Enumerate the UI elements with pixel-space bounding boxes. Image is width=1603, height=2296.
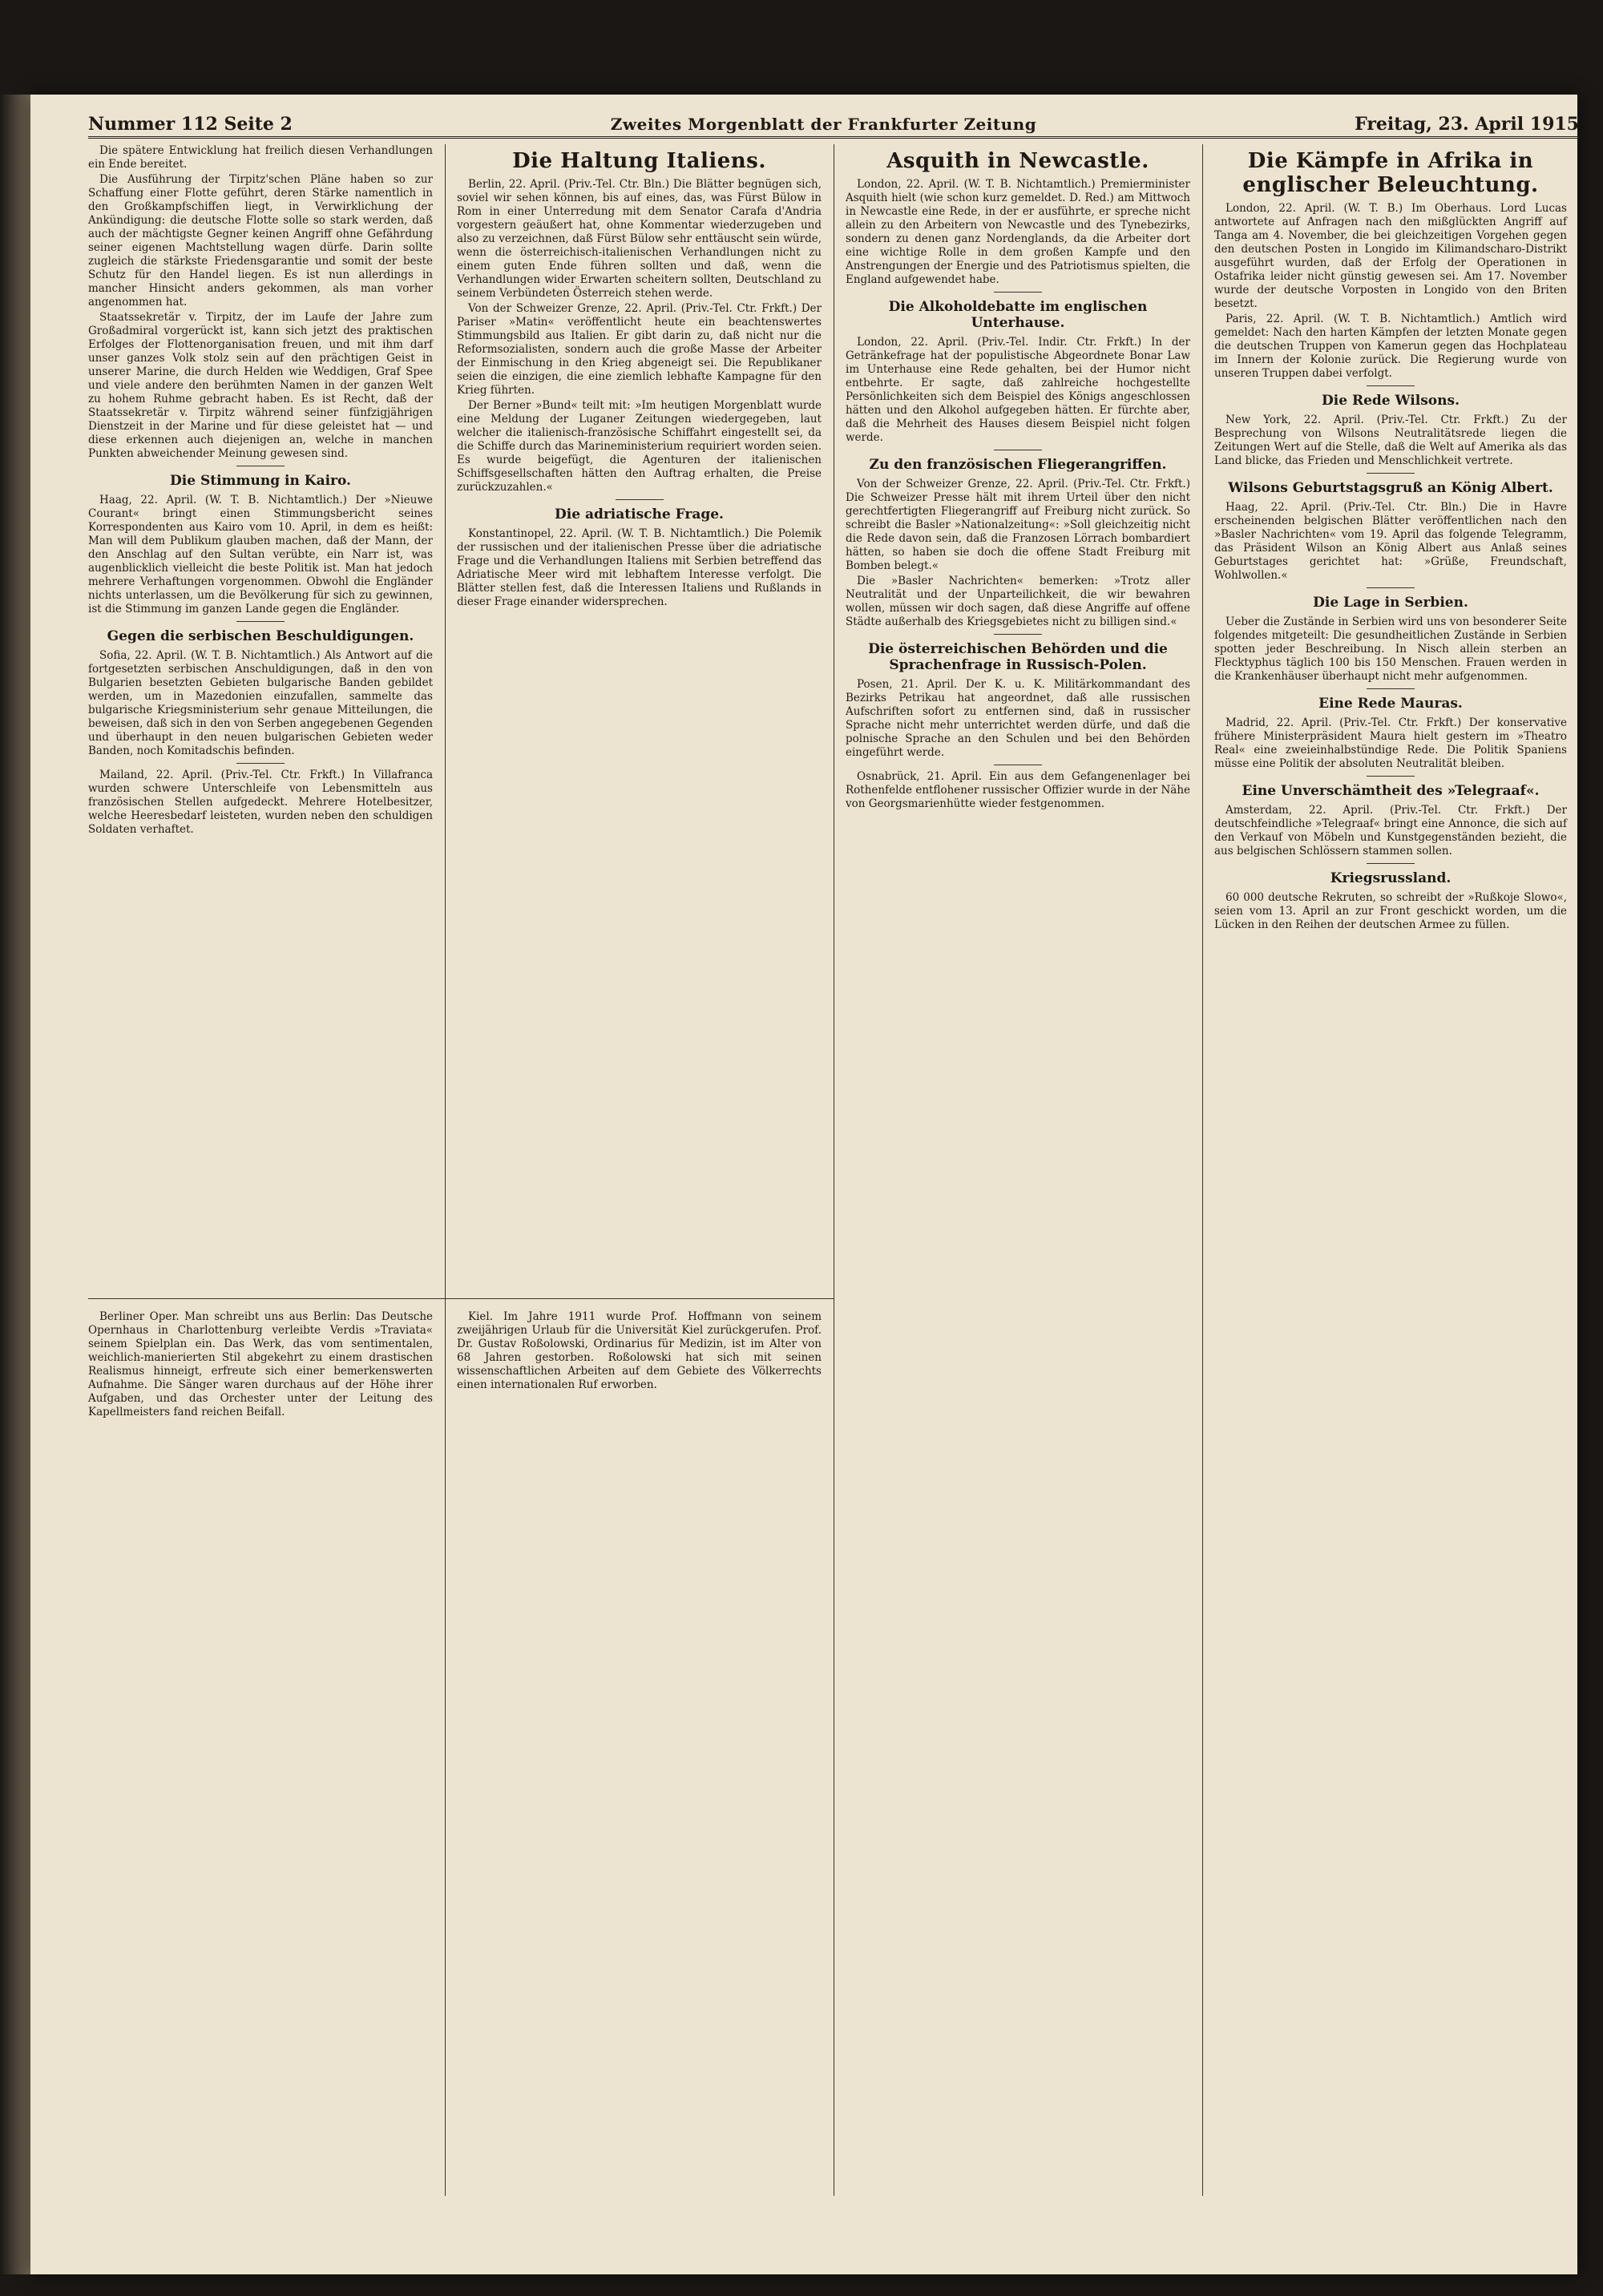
- article-heading: Wilsons Geburtstagsgruß an König Albert.: [1228, 480, 1553, 496]
- separator: [1367, 473, 1415, 474]
- article-text: Sofia, 22. April. (W. T. B. Nichtamtlich.) Als Antwort auf die fortgesetzten serbischen Anschuldigungen, daß in den von Bulgarien besetzten Gebieten bulgarische Banden gebildet werden, um in Mazedonien einzufallen, sammelte das bulgarische Kriegsministerium sehr genaue Mitteilungen, die beweisen, daß sich in den von Serben angegebenen Gegenden und überhaupt in den neuen bulgarischen Gebieten weder Banden, noch Komitadschis befinden.: [88, 649, 433, 757]
- separator: [1367, 863, 1415, 864]
- article-text: Posen, 21. April. Der K. u. K. Militärkommandant des Bezirks Petrikau hat angeordnet, daß alle russischen Aufschriften sofort zu entfernen sind, daß in russischer Sprache nicht mehr unterrichtet werden dürfe, und daß die polnische Sprache an den Schulen und bei den Behörden eingeführt werde.: [846, 678, 1190, 759]
- article-heading: Die Kämpfe in Afrika in englischer Beleuchtung.: [1242, 149, 1539, 197]
- article-text: Osnabrück, 21. April. Ein aus dem Gefangenenlager bei Rothenfelde entflohener russischer Offizier wurde in der Nähe von Georgsmarienhütte wieder festgenommen.: [846, 770, 1190, 810]
- separator: [1367, 587, 1415, 588]
- separator: [994, 292, 1042, 293]
- article-heading: Die Haltung Italiens.: [512, 149, 766, 173]
- article-heading: Die adriatische Frage.: [555, 506, 724, 523]
- column-1: [88, 144, 433, 838]
- article-text: Die spätere Entwicklung hat freilich diesen Verhandlungen ein Ende bereitet.: [88, 144, 433, 171]
- article-text: 60 000 deutsche Rekruten, so schreibt der »Rußkoje Slowo«, seien vom 13. April an zur Front geschickt worden, um die Lücken in den Reihen der deutschen Armee zu füllen.: [1214, 891, 1567, 931]
- article-text: London, 22. April. (W. T. B.) Im Oberhaus. Lord Lucas antwortete auf Anfragen nach den mißglückten Angriff auf Tanga am 4. November, die bei gleichzeitigen Vorgehen gegen den deutschen Posten in Longido im Kilimandscharo-Distrikt ausgeführt wurden, daß der Erfolg der Operationen in Ostafrika leider nicht günstig gewesen sei. Am 17. November wurde der deutsche Vorposten in Longido von den Briten besetzt.: [1214, 202, 1567, 310]
- article-heading: Zu den französischen Fliegerangriffen.: [869, 457, 1167, 473]
- separator: [1367, 385, 1415, 386]
- article-heading: Die Rede Wilsons.: [1322, 393, 1460, 409]
- article-heading: Eine Rede Mauras.: [1318, 696, 1463, 712]
- separator: [236, 763, 285, 764]
- article-heading: Die Stimmung in Kairo.: [170, 473, 351, 489]
- page-number: Nummer 112 Seite 2: [88, 114, 293, 135]
- article-text: London, 22. April. (Priv.-Tel. Indir. Ctr. Frkft.) In der Getränkefrage hat der populistische Abgeordnete Bonar Law im Unterhause eine Rede gehalten, bei der Humor nicht entbehrte. Er sagte, daß zahlreiche hochgestellte Persönlichkeiten sich dem Beispiel des Königs angeschlossen hätten und den Alkohol aufgegeben hätten. Er fürchte aber, daß die Mehrheit des Hauses diesem Beispiel nicht folgen werde.: [846, 336, 1190, 444]
- article-text: Madrid, 22. April. (Priv.-Tel. Ctr. Frkft.) Der konservative frühere Ministerpräsident Maura hielt gestern im »Theatro Real« eine zweieinhalbstündige Rede. Die Politik Spaniens müsse eine Politik der absoluten Neutralität bleiben.: [1214, 716, 1567, 770]
- feuilleton-column-1: [88, 1310, 433, 1421]
- article-heading: Gegen die serbischen Beschuldigungen.: [107, 628, 414, 644]
- article-heading: Kriegsrussland.: [1330, 870, 1452, 886]
- column-rule: [445, 144, 446, 2196]
- article-text: Konstantinopel, 22. April. (W. T. B. Nichtamtlich.) Die Polemik der russischen und der italienischen Presse über die adriatische Frage und die Verhandlungen Italiens mit Serbien betreffend das Adriatische Meer wird mit lebhaftem Interesse verfolgt. Die Blätter stellen fest, daß die Interessen Italiens und Rußlands in dieser Frage einander widersprechen.: [457, 527, 822, 608]
- separator: [236, 621, 285, 622]
- article-text: Ueber die Zustände in Serbien wird uns von besonderer Seite folgendes mitgeteilt: Die gesundheitlichen Zustände in Serbien spotten jeder Beschreibung. In Nisch allein sterben an Flecktyphus täglich 100 bis 150 Menschen. Frauen werden in die Krankenhäuser überhaupt nicht mehr aufgenommen.: [1214, 615, 1567, 683]
- article-text: London, 22. April. (W. T. B. Nichtamtlich.) Premierminister Asquith hielt (wie schon kurz gemeldet. D. Red.) am Mittwoch in Newcastle eine Rede, in der er ausführte, er spreche nicht allein zu den Arbeitern von Newcastle und des Tynebezirks, sondern zu denen ganz Nordenglands, da die Arbeiter dort eine wichtige Rolle in dem großen Kampfe und den Anstrengungen der Energie und des Patriotismus spielten, die England aufgewendet habe.: [846, 178, 1190, 286]
- newspaper-title: Zweites Morgenblatt der Frankfurter Zeitung: [610, 115, 1037, 134]
- separator: [1367, 688, 1415, 689]
- issue-date: Freitag, 23. April 1915: [1355, 114, 1579, 135]
- article-text: Amsterdam, 22. April. (Priv.-Tel. Ctr. Frkft.) Der deutschfeindliche »Telegraaf« bringt eine Annonce, die sich auf den Verkauf von Möbeln und Kunstgegenständen bezieht, die aus belgischen Schlössern stammen sollen.: [1214, 804, 1567, 857]
- article-text: Die »Basler Nachrichten« bemerken: »Trotz aller Neutralität und der Unparteilichkeit, die wir bewahren wollen, müssen wir doch sagen, daß diese Angriffe auf offene Städte außerhalb des Kriegsgebietes nicht zu billigen sind.«: [846, 575, 1190, 628]
- article-heading: Eine Unverschämtheit des »Telegraaf«.: [1242, 783, 1540, 799]
- article-heading: Die Lage in Serbien.: [1313, 595, 1468, 611]
- article-text: Von der Schweizer Grenze, 22. April. (Priv.-Tel. Ctr. Frkft.) Die Schweizer Presse hält mit ihrem Urteil über den nicht gerechtfertigten Fliegerangriff auf Freiburg nicht zurück. So schreibt die Basler »Nationalzeitung«: »Soll gleichzeitig nicht die Rede davon sein, daß die Franzosen Lörrach bombardiert hätten, so haben sie doch die offene Stadt Freiburg mit Bomben belegt.«: [846, 478, 1190, 572]
- feuilleton-text: Berliner Oper. Man schreibt uns aus Berlin: Das Deutsche Opernhaus in Charlottenburg verleibte Verdis »Traviata« seinem Spielplan ein. Das Werk, das vom sentimentalen, weichlich-manierierten Stil abgekehrt zu einem drastischen Realismus hinneigt, erfreute sich einer bemerkenswerten Aufnahme. Die Sänger waren durchaus auf der Höhe ihrer Aufgaben, und das Orchester unter der Leitung des Kapellmeisters fand reichen Beifall.: [88, 1310, 433, 1418]
- feuilleton-rule: [88, 1298, 834, 1299]
- article-text: New York, 22. April. (Priv.-Tel. Ctr. Frkft.) Zu der Besprechung von Wilsons Neutralitätsrede liegen die Zeitungen Wert auf die Stelle, daß die Welt auf Amerika als das Land blicke, das Frieden und Menschlichkeit vertrete.: [1214, 414, 1567, 467]
- article-heading: Asquith in Newcastle.: [886, 149, 1149, 173]
- article-text: Haag, 22. April. (Priv.-Tel. Ctr. Bln.) Die in Havre erscheinenden belgischen Blätter veröffentlichen nach den »Basler Nachrichten« vom 19. April das folgende Telegramm, das Präsident Wilson an König Albert aus Anlaß seines Geburtstages gerichtet hat: »Grüße, Freundschaft, Wohlwollen.«: [1214, 501, 1567, 582]
- column-4: [1214, 144, 1567, 934]
- article-heading: Die österreichischen Behörden und die Sprachenfrage in Russisch-Polen.: [868, 641, 1168, 673]
- column-rule: [1202, 144, 1203, 2196]
- separator: [1367, 776, 1415, 777]
- article-text: Berlin, 22. April. (Priv.-Tel. Ctr. Bln.) Die Blätter begnügen sich, soviel wir sehen können, bis auf eines, das, was Fürst Bülow in Rom in einer Unterredung mit dem Senator Carafa d'Andria vorgestern geäußert hat, ohne Kommentar wiederzugeben und also zu verzeichnen, daß Fürst Bülow sehr enttäuscht sein würde, wenn die österreichisch-italienischen Verhandlungen nicht zu einem guten Ende führen sollten und daß, wenn die Verhandlungen wider Erwarten scheitern sollten, Deutschland zu seinem Verbündeten Österreich stehen werde.: [457, 178, 822, 300]
- separator: [994, 634, 1042, 635]
- article-text: Der Berner »Bund« teilt mit: »Im heutigen Morgenblatt wurde eine Meldung der Luganer Zeitungen wiedergegeben, laut welcher die italienisch-französische Schiffahrt eingestellt sei, da die Schiffe durch das Marineministerium requiriert worden seien. Es wurde beigefügt, die Agenturen der italienischen Schiffsgesellschaften hätten den Auftrag erhalten, die Preise zurückzuzahlen.«: [457, 399, 822, 494]
- page-header: [88, 112, 1579, 139]
- feuilleton-text: Kiel. Im Jahre 1911 wurde Prof. Hoffmann von seinem zweijährigen Urlaub für die Universität Kiel zurückgerufen. Prof. Dr. Gustav Roßolowski, Ordinarius für Medizin, ist im Alter von 68 Jahren gestorben. Roßolowski hat sich mit seinen wissenschaftlichen Arbeiten auf dem Gebiete des Völkerrechts einen internationalen Ruf erworben.: [457, 1310, 822, 1391]
- article-text: Mailand, 22. April. (Priv.-Tel. Ctr. Frkft.) In Villafranca wurden schwere Unterschleife von Lebensmitteln aus französischen Stellen aufgedeckt. Mehrere Hotelbesitzer, welche Heeresbedarf leisteten, wurden neben den schuldigen Soldaten verhaftet.: [88, 769, 433, 836]
- column-3: [846, 144, 1190, 813]
- feuilleton-column-2: [457, 1310, 822, 1394]
- article-text: Haag, 22. April. (W. T. B. Nichtamtlich.) Der »Nieuwe Courant« bringt einen Stimmungsbericht seines Korrespondenten aus Kairo vom 10. April, in dem es heißt: Man will dem Publikum glauben machen, daß der Mann, der den Anschlag auf den Sultan verübte, ein Narr ist, was augenblicklich vielleicht die beste Politik ist. Man hat jedoch mehrere Verhaftungen vorgenommen. Obwohl die Engländer nichts unterlassen, um die Bevölkerung für sich zu gewinnen, ist die Stimmung im ganzen Lande gegen die Engländer.: [88, 494, 433, 615]
- column-2: [457, 144, 822, 611]
- article-heading: Die Alkoholdebatte im englischen Unterhause.: [888, 299, 1148, 331]
- article-text: Paris, 22. April. (W. T. B. Nichtamtlich.) Amtlich wird gemeldet: Nach den harten Kämpfen der letzten Monate gegen die deutschen Truppen von Kamerun gegen das Hochplateau im Innern der Kolonie zurück. Die Regierung wurde von unseren Truppen dabei verfolgt.: [1214, 313, 1567, 380]
- article-text: Von der Schweizer Grenze, 22. April. (Priv.-Tel. Ctr. Frkft.) Der Pariser »Matin« veröffentlicht heute ein beachtenswertes Stimmungsbild aus Italien. Er gibt darin zu, daß nicht nur die Reformsozialisten, sondern auch die große Masse der Arbeiter der Einmischung in den Krieg abgeneigt sei. Die Republikaner seien die einzigen, die eine ziemlich lebhafte Kampagne für den Krieg führten.: [457, 302, 822, 397]
- article-text: Staatssekretär v. Tirpitz, der im Laufe der Jahre zum Großadmiral vorgerückt ist, kann sich jetzt des praktischen Erfolges der Flottenorganisation freuen, und mit ihm darf unser ganzes Volk stolz sein auf den prächtigen Geist in unserer Marine, die durch Helden wie Weddigen, Graf Spee und viele andere den berühmten Namen in der ganzen Welt zu hohem Ruhme gebracht haben. Es ist Recht, daß der Staatssekretär v. Tirpitz während seiner fünfzigjährigen Dienstzeit in der Marine und für diese geleistet hat — und diese erkennen auch diejenigen an, welche in manchen Punkten abweichender Meinung gewesen sind.: [88, 311, 433, 460]
- article-text: Die Ausführung der Tirpitz'schen Pläne haben so zur Schaffung einer Flotte geführt, deren Stärke namentlich in den Großkampfschiffen liegt, in Verwirklichung der Ankündigung: die deutsche Flotte solle so stark werden, daß auch der mächtigste Gegner keinen Angriff ohne Gefährdung seiner eigenen Machtstellung wagen dürfe. Darin sollte zugleich die stärkste Friedensgarantie und somit der beste Schutz für den Handel liegen. Es ist nun allerdings in mancher Hinsicht anders gekommen, als man vorher angenommen hat.: [88, 173, 433, 309]
- separator: [616, 499, 664, 500]
